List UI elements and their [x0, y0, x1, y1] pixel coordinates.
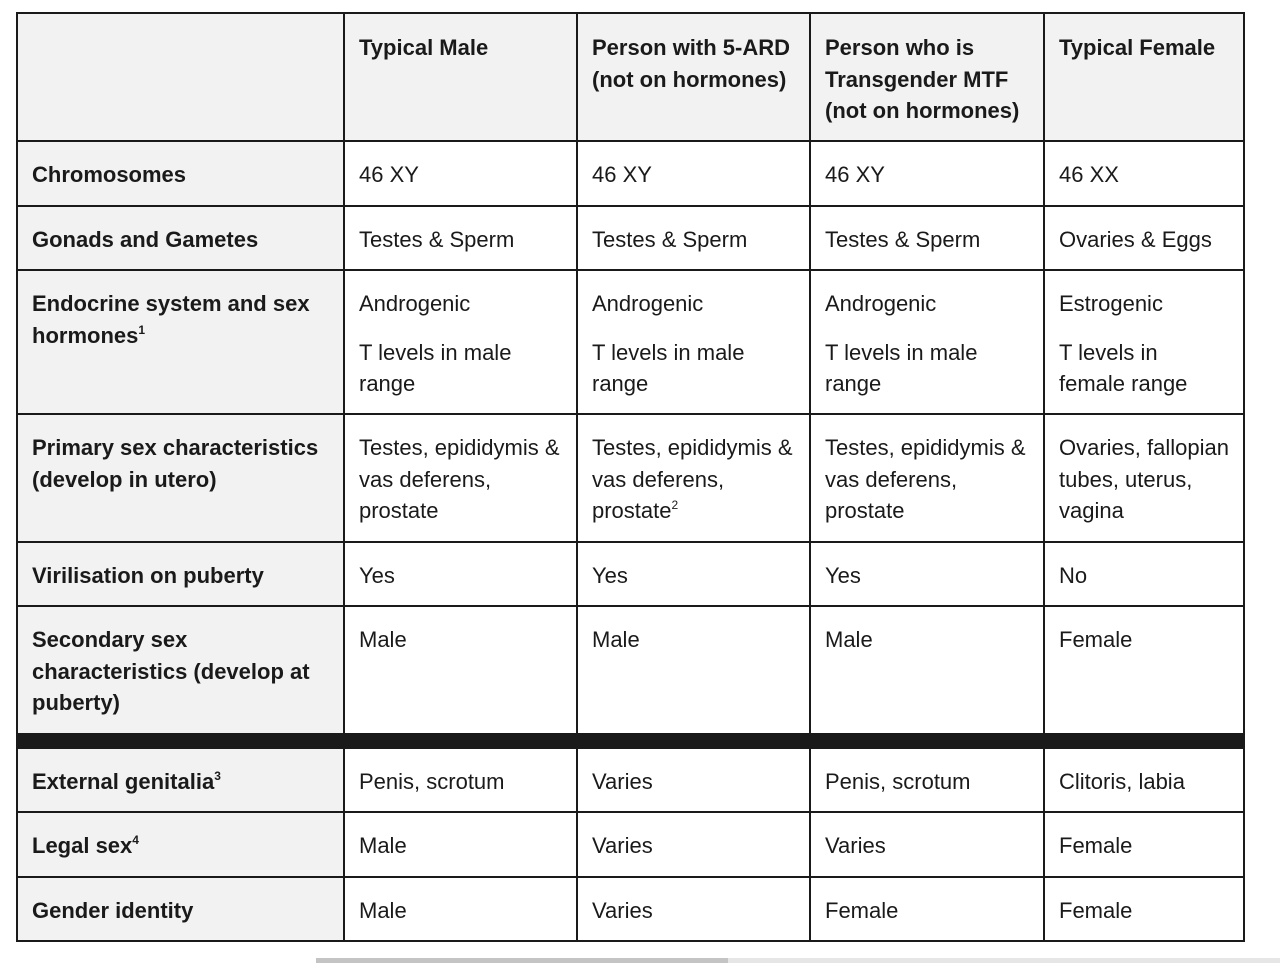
cell-line: Androgenic: [359, 291, 471, 316]
table-cell: Varies: [577, 812, 810, 877]
table-cell: Male: [577, 606, 810, 734]
table-cell: Yes: [344, 542, 577, 606]
header-cell-typical-male: Typical Male: [344, 13, 577, 141]
cell-line: Estrogenic: [1059, 291, 1163, 316]
row-label-virilisation: Virilisation on puberty: [17, 542, 344, 606]
row-label-gonads: Gonads and Gametes: [17, 206, 344, 270]
table-cell: Female: [810, 877, 1044, 941]
divider-cell: [17, 734, 344, 748]
table-cell: Testes & Sperm: [810, 206, 1044, 270]
row-label-text: External genitalia: [32, 769, 215, 794]
cell-line: Androgenic: [825, 291, 937, 316]
table-cell: Testes & Sperm: [344, 206, 577, 270]
row-label-secondary-sex: Secondary sex characteristics (develop at puberty): [17, 606, 344, 734]
table-cell: Varies: [577, 877, 810, 941]
cell-line: T levels in male range: [359, 339, 512, 396]
table-cell: Varies: [810, 812, 1044, 877]
footnote-marker: 4: [132, 833, 139, 847]
table-cell: Varies: [577, 748, 810, 812]
table-row: [17, 812, 1244, 877]
row-label-primary-sex: Primary sex characteristics (develop in utero): [17, 414, 344, 542]
footnote-marker: 3: [214, 769, 221, 783]
table-cell: Male: [344, 877, 577, 941]
divider-cell: [1044, 734, 1244, 748]
divider-cell: [810, 734, 1044, 748]
table-row: [17, 748, 1244, 812]
row-label-gender-identity: Gender identity: [17, 877, 344, 941]
table-cell: Penis, scrotum: [810, 748, 1044, 812]
table-cell: [810, 270, 1044, 414]
horizontal-scrollbar-thumb[interactable]: [316, 958, 728, 963]
comparison-table: [16, 12, 1245, 942]
header-cell-5-ard: Person with 5-ARD (not on hormones): [577, 13, 810, 141]
table-cell: Male: [810, 606, 1044, 734]
header-cell-empty: [17, 13, 344, 141]
row-label-external-genitalia: [17, 748, 344, 812]
footnote-marker: 2: [671, 498, 679, 512]
cell-line: T levels in male range: [825, 339, 978, 396]
cell-line: T levels in female range: [1059, 339, 1188, 396]
table-cell: Female: [1044, 877, 1244, 941]
table-cell: [577, 414, 810, 542]
table-cell: No: [1044, 542, 1244, 606]
table-cell: Yes: [810, 542, 1044, 606]
row-label-legal-sex: [17, 812, 344, 877]
header-cell-typical-female: Typical Female: [1044, 13, 1244, 141]
table-row: [17, 270, 1244, 414]
footnote-marker: 1: [138, 322, 146, 337]
table-cell: Testes, epididymis & vas deferens, prostate: [344, 414, 577, 542]
table-row: [17, 141, 1244, 206]
table-cell: Female: [1044, 606, 1244, 734]
table-cell: 46 XX: [1044, 141, 1244, 206]
row-label-endocrine: [17, 270, 344, 414]
row-label-text: Endocrine system and sex hormones: [32, 291, 310, 348]
table-cell: Female: [1044, 812, 1244, 877]
table-cell: Clitoris, labia: [1044, 748, 1244, 812]
table-row: [17, 414, 1244, 542]
table-header-row: [17, 13, 1244, 141]
table-cell: Testes & Sperm: [577, 206, 810, 270]
table-cell: 46 XY: [810, 141, 1044, 206]
table-cell: 46 XY: [577, 141, 810, 206]
table-cell: [344, 270, 577, 414]
table-row: [17, 206, 1244, 270]
divider-cell: [577, 734, 810, 748]
row-label-chromosomes: Chromosomes: [17, 141, 344, 206]
header-cell-transgender-mtf: Person who is Transgender MTF (not on hormones): [810, 13, 1044, 141]
table-cell: [1044, 270, 1244, 414]
cell-line: T levels in male range: [592, 339, 745, 396]
table-cell: [577, 270, 810, 414]
table-row: [17, 542, 1244, 606]
table-cell: Testes, epididymis & vas deferens, prostate: [810, 414, 1044, 542]
table-cell: Ovaries & Eggs: [1044, 206, 1244, 270]
table-cell: Male: [344, 812, 577, 877]
table-cell: Yes: [577, 542, 810, 606]
row-label-text: Legal sex: [32, 833, 133, 858]
cell-text: Testes, epididymis & vas deferens, prostate: [592, 435, 793, 523]
table-cell: 46 XY: [344, 141, 577, 206]
table-cell: Male: [344, 606, 577, 734]
divider-cell: [344, 734, 577, 748]
table-row: [17, 877, 1244, 941]
table-cell: Ovaries, fallopian tubes, uterus, vagina: [1044, 414, 1244, 542]
section-divider: [17, 734, 1244, 748]
table-cell: Penis, scrotum: [344, 748, 577, 812]
cell-line: Androgenic: [592, 291, 704, 316]
table-row: [17, 606, 1244, 734]
